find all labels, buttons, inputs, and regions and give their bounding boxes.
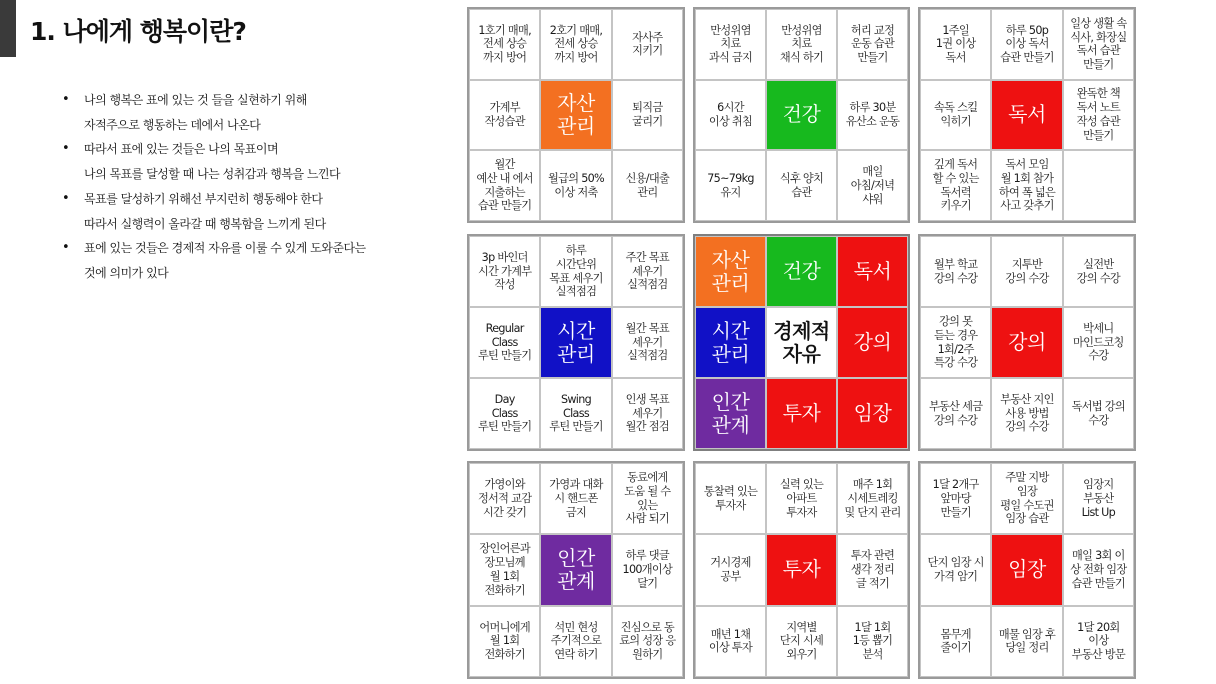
bullet-item <box>62 187 422 236</box>
mandalart-cell: 매주 1회 시세트레킹 및 단지 관리 <box>837 463 908 534</box>
block-core-cell: 시간 관리 <box>540 307 611 378</box>
mandalart-cell: 완독한 책 독서 노트 작성 습관 만들기 <box>1063 80 1134 151</box>
mandalart-cell: 자사주 지키기 <box>612 9 683 80</box>
mandalart-cell: 지역별 단지 시세 외우기 <box>766 606 837 677</box>
mandalart-cell: 통찰력 있는 투자자 <box>695 463 766 534</box>
center-goal-cell: 임장 <box>837 378 908 449</box>
mandalart-cell: 매일 아침/저녁 샤워 <box>837 150 908 221</box>
mandalart-cell: 진심으로 동 료의 성장 응 원하기 <box>612 606 683 677</box>
mandalart-cell: 매일 3회 이 상 전화 임장 습관 만들기 <box>1063 534 1134 605</box>
mandalart-cell: 독서법 강의 수강 <box>1063 378 1134 449</box>
mandalart-cell: 부동산 세금 강의 수강 <box>920 378 991 449</box>
bullet-line: 따라서 표에 있는 것들은 나의 목표이며 <box>84 142 279 157</box>
block-core-cell: 강의 <box>991 307 1062 378</box>
mandalart-cell: 실전반 강의 수강 <box>1063 236 1134 307</box>
mandalart-cell: 가계부 작성습관 <box>469 80 540 151</box>
bullet-line: 표에 있는 것들은 경제적 자유를 이룰 수 있게 도와준다는 <box>84 241 366 256</box>
mandalart-cell: 6시간 이상 취침 <box>695 80 766 151</box>
mandalart-cell: 속독 스킬 익히기 <box>920 80 991 151</box>
title-accent-bar <box>0 0 16 57</box>
mandalart-cell: 임장지 부동산 List Up <box>1063 463 1134 534</box>
block-core-cell: 임장 <box>991 534 1062 605</box>
mandalart-cell: 주간 목표 세우기 실적점검 <box>612 236 683 307</box>
mandalart-cell: 가영이와 정서적 교감 시간 갖기 <box>469 463 540 534</box>
mandalart-cell: 월간 예산 내 에서 지출하는 습관 만들기 <box>469 150 540 221</box>
bullet-line: 자적주으로 행동하는 데에서 나온다 <box>84 117 261 132</box>
mandalart-cell: 식후 양치 습관 <box>766 150 837 221</box>
block-center <box>693 234 910 451</box>
mandalart-cell: 2호기 매매, 전세 상승 까지 방어 <box>540 9 611 80</box>
bullet-line: 것에 의미가 있다 <box>84 265 169 280</box>
mandalart-cell: 1주일 1권 이상 독서 <box>920 9 991 80</box>
bullet-item <box>62 88 422 137</box>
center-goal-cell: 인간 관계 <box>695 378 766 449</box>
mandalart-cell: 인생 목표 세우기 월간 점검 <box>612 378 683 449</box>
bullet-list <box>62 88 422 286</box>
mandalart-cell: 장인어른과 장모님께 월 1회 전화하기 <box>469 534 540 605</box>
mandalart-cell: 어머니에게 월 1회 전화하기 <box>469 606 540 677</box>
block-core-cell: 투자 <box>766 534 837 605</box>
mandalart-cell: 매년 1채 이상 투자 <box>695 606 766 677</box>
mandalart-cell: 부동산 지인 사용 방법 강의 수강 <box>991 378 1062 449</box>
page-title: 1. 나에게 행복이란? <box>30 17 246 46</box>
mandalart-cell: 주말 지방 임장 평일 수도권 임장 습관 <box>991 463 1062 534</box>
mandalart-cell: 75~79kg 유지 <box>695 150 766 221</box>
center-goal-cell: 독서 <box>837 236 908 307</box>
block-time <box>467 234 685 451</box>
block-core-cell: 인간 관계 <box>540 534 611 605</box>
mandalart-cell: Day Class 루틴 만들기 <box>469 378 540 449</box>
bullet-line: 따라서 실행력이 올라갈 때 행복함을 느끼게 된다 <box>84 216 326 231</box>
bullet-line: 나의 목표를 달성할 때 나는 성취감과 행복을 느낀다 <box>84 167 341 182</box>
mandalart-cell: 1달 2개구 앞마당 만들기 <box>920 463 991 534</box>
block-reading <box>918 7 1136 223</box>
mandalart-cell: 실력 있는 아파트 투자자 <box>766 463 837 534</box>
mandalart-cell: 단지 임장 시 가격 암기 <box>920 534 991 605</box>
mandalart-cell: Regular Class 루틴 만들기 <box>469 307 540 378</box>
center-goal-cell: 투자 <box>766 378 837 449</box>
mandalart-cell: 독서 모임 월 1회 참가 하여 폭 넓은 사고 갖추기 <box>991 150 1062 221</box>
mandalart-cell: 하루 50p 이상 독서 습관 만들기 <box>991 9 1062 80</box>
block-asset <box>467 7 685 223</box>
mandalart-cell: 하루 30분 유산소 운동 <box>837 80 908 151</box>
mandalart-cell: 동료에게 도움 될 수 있는 사람 되기 <box>612 463 683 534</box>
block-core-cell: 건강 <box>766 80 837 151</box>
mandalart-cell: 하루 댓글 100개이상 달기 <box>612 534 683 605</box>
mandalart-cell: 월급의 50% 이상 저축 <box>540 150 611 221</box>
bullet-line: 나의 행복은 표에 있는 것 들을 실현하기 위해 <box>84 93 307 107</box>
block-health <box>693 7 910 223</box>
block-lecture <box>918 234 1136 451</box>
mandalart-cell: 지투반 강의 수강 <box>991 236 1062 307</box>
mandalart-cell: 일상 생활 속 식사, 화장실 독서 습관 만들기 <box>1063 9 1134 80</box>
mandalart-cell: 만성위염 치료 채식 하기 <box>766 9 837 80</box>
mandalart-cell: 가영과 대화 시 핸드폰 금지 <box>540 463 611 534</box>
block-core-cell: 자산 관리 <box>540 80 611 151</box>
mandalart-cell: Swing Class 루틴 만들기 <box>540 378 611 449</box>
block-relationship <box>467 461 685 679</box>
mandalart-cell: 하루 시간단위 목표 세우기 실적점검 <box>540 236 611 307</box>
center-goal-cell: 경제적 자유 <box>766 307 837 378</box>
center-goal-cell: 자산 관리 <box>695 236 766 307</box>
bullet-line: 목표를 달성하기 위해선 부지런히 행동해야 한다 <box>84 191 323 206</box>
block-investment <box>693 461 910 679</box>
mandalart-cell: 깊게 독서 할 수 있는 독서력 키우기 <box>920 150 991 221</box>
mandalart-cell: 1호기 매매, 전세 상승 까지 방어 <box>469 9 540 80</box>
mandalart-cell: 몸무게 줄이기 <box>920 606 991 677</box>
bullet-item <box>62 137 422 186</box>
mandalart-cell: 1달 20회 이상 부동산 방문 <box>1063 606 1134 677</box>
block-field <box>918 461 1136 679</box>
mandalart-cell: 허리 교정 운동 습관 만들기 <box>837 9 908 80</box>
mandalart-cell: 박세니 마인드코칭 수강 <box>1063 307 1134 378</box>
mandalart-cell: 3p 바인더 시간 가계부 작성 <box>469 236 540 307</box>
mandalart-cell: 월부 학교 강의 수강 <box>920 236 991 307</box>
mandalart-cell: 신용/대출 관리 <box>612 150 683 221</box>
mandalart-cell: 강의 못 듣는 경우 1회/2주 특강 수강 <box>920 307 991 378</box>
mandalart-cell: 월간 목표 세우기 실적점검 <box>612 307 683 378</box>
mandalart-cell: 1달 1회 1등 뽑기 분석 <box>837 606 908 677</box>
mandalart-cell: 거시경제 공부 <box>695 534 766 605</box>
mandalart-cell: 만성위염 치료 과식 금지 <box>695 9 766 80</box>
center-goal-cell: 시간 관리 <box>695 307 766 378</box>
mandalart-cell: 퇴직금 굴리기 <box>612 80 683 151</box>
mandalart-cell: 매물 임장 후 당일 정리 <box>991 606 1062 677</box>
mandalart-cell <box>1063 150 1134 221</box>
mandalart-cell: 투자 관련 생각 정리 글 적기 <box>837 534 908 605</box>
center-goal-cell: 강의 <box>837 307 908 378</box>
bullet-item <box>62 236 422 285</box>
center-goal-cell: 건강 <box>766 236 837 307</box>
block-core-cell: 독서 <box>991 80 1062 151</box>
mandalart-cell: 석민 현성 주기적으로 연락 하기 <box>540 606 611 677</box>
